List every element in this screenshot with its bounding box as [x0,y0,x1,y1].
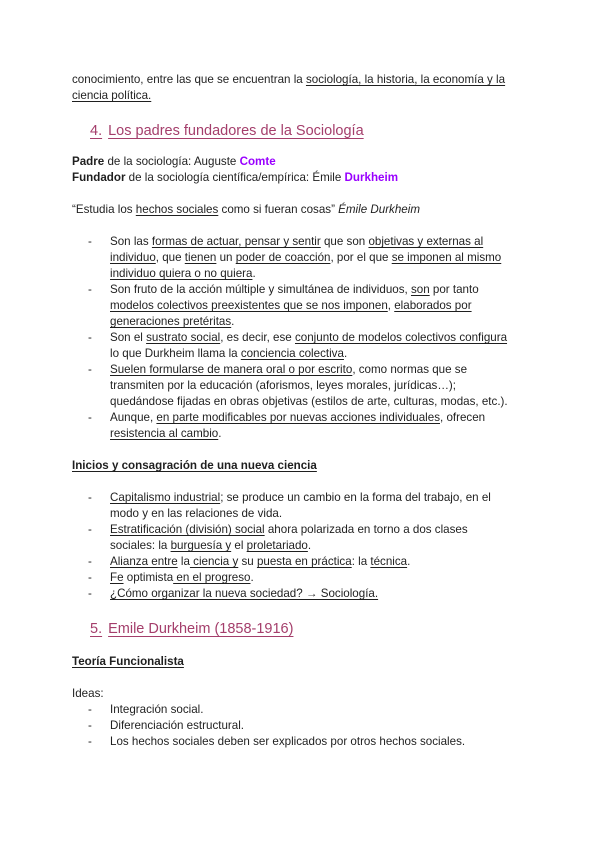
list-item: - Diferenciación estructural. [72,718,532,734]
hechos-sociales-list [72,234,532,442]
list-item: - Son las formas de actuar, pensar y sentir que son objetivas y externas al individuo, que tienen un poder de coacción, por el que se imponen al mismo individuo quiera o no quiera. [72,234,532,282]
fundador-line: Fundador de la sociología científica/empírica: Émile Durkheim [72,171,399,184]
section-4-heading [90,122,364,140]
list-item: - Capitalismo industrial; se produce un cambio en la forma del trabajo, en el modo y en las relaciones de vida. [72,490,532,522]
list-item: - Son el sustrato social, es decir, ese conjunto de modelos colectivos configura lo que Durkheim llama la conciencia colectiva. [72,330,532,362]
section-5-number: 5. [90,621,103,637]
list-item: - Los hechos sociales deben ser explicados por otros hechos sociales. [72,734,532,750]
list-item: - Fe optimista en el progreso. [72,570,532,586]
section-4-number: 4. [90,123,103,139]
intro-paragraph: conocimiento, entre las que se encuentran la sociología, la historia, la economía y la ciencia política. [72,73,506,102]
ideas-label: Ideas: [72,687,104,700]
list-item: - Son fruto de la acción múltiple y simultánea de individuos, son por tanto modelos colectivos preexistentes que se nos imponen, elaborados por generaciones pretéritas. [72,282,532,330]
list-item: - Aunque, en parte modificables por nuevas acciones individuales, ofrecen resistencia al cambio. [72,410,532,442]
list-item: - Alianza entre la ciencia y su puesta en práctica: la técnica. [72,554,532,570]
durkheim-quote: “Estudia los hechos sociales como si fueran cosas” Émile Durkheim [72,203,420,216]
list-item: - ¿Cómo organizar la nueva sociedad? → Sociología. [72,586,532,602]
list-item: - Suelen formularse de manera oral o por escrito, como normas que se transmiten por la educación (aforismos, leyes morales, jurídicas…); quedándose fijadas en obras objetivas (estilos de arte, culturas, modas, etc.). [72,362,532,410]
list-item: - Integración social. [72,702,532,718]
teoria-heading: Teoría Funcionalista [72,655,184,668]
section-5-title: Emile Durkheim (1858-1916) [108,621,294,637]
section-5-heading [90,620,293,638]
ideas-list [72,702,532,750]
padre-line: Padre de la sociología: Auguste Comte [72,155,276,168]
inicios-heading: Inicios y consagración de una nueva ciencia [72,459,317,472]
inicios-list [72,490,532,602]
list-item: - Estratificación (división) social ahora polarizada en torno a dos clases sociales: la burguesía y el proletariado. [72,522,532,554]
section-4-title: Los padres fundadores de la Sociología [108,123,364,139]
